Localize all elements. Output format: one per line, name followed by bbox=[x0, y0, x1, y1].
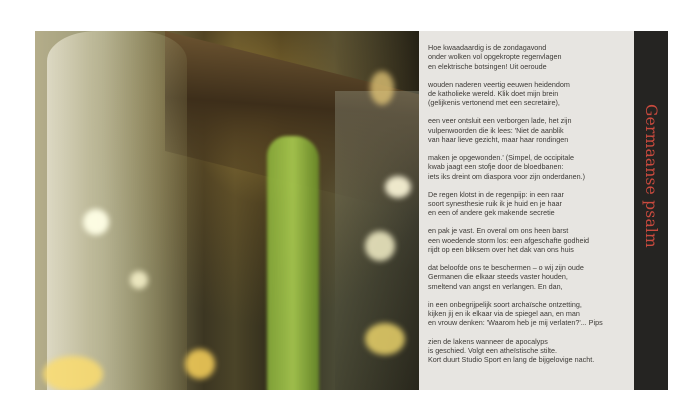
photo-light-spot bbox=[185, 349, 215, 379]
photo-light-spot bbox=[370, 71, 394, 105]
poem-line: en elektrische botsingen! Uit oeroude bbox=[428, 61, 547, 71]
poem-line: iets iks dreint om diaspora voor zijn onderdanen.) bbox=[428, 171, 586, 181]
poem-line: een woedende storm los: een afgeschafte godheid bbox=[428, 235, 590, 245]
poem-line: van haar lieve gezicht, maar haar rondingen bbox=[428, 134, 569, 144]
poem-line: is geschied. Volgt een atheïstische stilte. bbox=[428, 345, 558, 355]
title-strip bbox=[634, 31, 668, 390]
poem-text bbox=[428, 43, 633, 373]
poem-line: Germanen die elkaar steeds vaster houden, bbox=[428, 272, 568, 282]
poem-panel bbox=[419, 31, 634, 390]
photo-glass-pillar bbox=[47, 31, 187, 390]
poem-line: Kort duurt Studio Sport en lang de bijgelovige nacht. bbox=[428, 355, 595, 365]
photo-light-spot bbox=[365, 323, 405, 355]
poem-line: De regen klotst in de regenpijp: in een raar bbox=[428, 189, 564, 199]
poem-line: kwab jaagt een stofje door de bloedbanen: bbox=[428, 162, 564, 172]
poem-line: zien de lakens wanneer de apocalyps bbox=[428, 336, 548, 346]
poem-line: de katholieke wereld. Klik doet mijn brein bbox=[428, 88, 559, 98]
poem-line: vulpenwoorden die ik lees: 'Niet de aanblik bbox=[428, 125, 564, 135]
poem-line: en een of andere gek makende secretie bbox=[428, 208, 555, 218]
poem-stanza bbox=[428, 190, 633, 218]
poem-line: in een onbegrijpelijk soort archaïsche ontzetting, bbox=[428, 299, 582, 309]
photo-light-spot bbox=[43, 356, 103, 390]
poem-title: Germaanse psalm bbox=[642, 104, 660, 248]
poem-stanza bbox=[428, 116, 633, 144]
poem-line: maken je opgewonden.' (Simpel, de occipitale bbox=[428, 153, 575, 163]
poem-line: kijken jij en ik elkaar via de spiegel aan, en man bbox=[428, 309, 580, 319]
poem-line: wouden naderen veertig eeuwen heidendom bbox=[428, 79, 570, 89]
poem-line: soort synesthesie ruik ik je huid en je haar bbox=[428, 199, 562, 209]
poem-stanza bbox=[428, 153, 633, 181]
poem-line: en pak je vast. En overal om ons heen barst bbox=[428, 226, 569, 236]
poem-stanza bbox=[428, 263, 633, 291]
photo-light-spot bbox=[130, 271, 148, 289]
photo-light-spot bbox=[365, 231, 395, 261]
poem-line: dat beloofde ons te beschermen – o wij zijn oude bbox=[428, 263, 584, 273]
rainy-window-photo bbox=[35, 31, 419, 390]
photo-light-spot bbox=[83, 209, 109, 235]
poem-stanza bbox=[428, 80, 633, 108]
poem-line: onder wolken vol opgekropte regenvlagen bbox=[428, 52, 562, 62]
poem-stanza bbox=[428, 337, 633, 365]
poem-stanza bbox=[428, 226, 633, 254]
poem-line: smeltend van angst en verlangen. En dan, bbox=[428, 281, 563, 291]
poem-line: een veer ontsluit een verborgen lade, het zijn bbox=[428, 116, 572, 126]
poem-line: (gelijkenis vertonend met een secretaire), bbox=[428, 98, 560, 108]
photo-green-streak bbox=[267, 136, 319, 390]
poem-stanza bbox=[428, 300, 633, 328]
photo-light-spot bbox=[385, 176, 411, 198]
poem-line: en vrouw denken: 'Waarom heb je mij verlaten?'... Pips bbox=[428, 318, 603, 328]
poem-line: Hoe kwaadaardig is de zondagavond bbox=[428, 43, 547, 52]
poem-stanza bbox=[428, 43, 633, 71]
poem-line: rijdt op een bliksem over het dak van ons huis bbox=[428, 245, 574, 255]
